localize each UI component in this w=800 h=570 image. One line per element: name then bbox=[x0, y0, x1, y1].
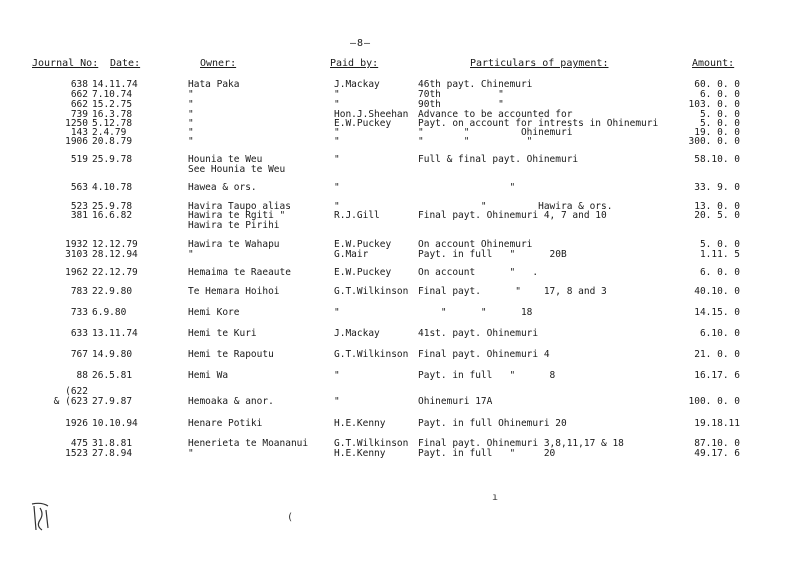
owner-cell: Henare Potiki bbox=[188, 418, 263, 429]
owner-cell: " bbox=[188, 89, 194, 100]
paid-by-cell: H.E.Kenny bbox=[334, 418, 386, 429]
amount-cell: 19. 0. 0 bbox=[694, 127, 740, 138]
particulars-cell: Advance to be accounted for bbox=[418, 109, 573, 120]
amount-cell: 1.11. 5 bbox=[699, 249, 740, 260]
owner-cell: Havira Taupo alias bbox=[188, 201, 291, 212]
journal-no-cell: (622 bbox=[65, 386, 88, 397]
date-cell: 2.4.79 bbox=[92, 127, 127, 138]
particulars-cell: Full & final payt. Ohinemuri bbox=[418, 154, 579, 165]
header-particulars: Particulars of payment: bbox=[470, 58, 609, 69]
amount-cell: 19.18.11 bbox=[694, 418, 740, 429]
journal-no-cell: 733 bbox=[70, 307, 88, 318]
owner-cell: Hawea & ors. bbox=[188, 182, 257, 193]
paid-by-cell: G.T.Wilkinson bbox=[334, 438, 409, 449]
particulars-cell: Final payt. Ohinemuri 3,8,11,17 & 18 bbox=[418, 438, 624, 449]
stray-mark: ı bbox=[492, 492, 499, 503]
paid-by-cell: G.T.Wilkinson bbox=[334, 349, 409, 360]
owner-cell: Hawira te Pirihi bbox=[188, 220, 280, 231]
paid-by-cell: " bbox=[334, 136, 340, 147]
date-cell: 26.5.81 bbox=[92, 370, 133, 381]
paid-by-cell: G.T.Wilkinson bbox=[334, 286, 409, 297]
paid-by-cell: " bbox=[334, 154, 340, 165]
particulars-cell: Payt. in full " 20B bbox=[418, 249, 567, 260]
owner-cell: Hemoaka & anor. bbox=[188, 396, 274, 407]
owner-cell: " bbox=[188, 109, 194, 120]
amount-cell: 49.17. 6 bbox=[694, 448, 740, 459]
owner-cell: " bbox=[188, 118, 194, 129]
particulars-cell: Payt. in full Ohinemuri 20 bbox=[418, 418, 567, 429]
amount-cell: 300. 0. 0 bbox=[688, 136, 740, 147]
journal-no-cell: 783 bbox=[70, 286, 88, 297]
date-cell: 25.9.78 bbox=[92, 201, 133, 212]
particulars-cell: 90th " bbox=[418, 99, 504, 110]
paid-by-cell: G.Mair bbox=[334, 249, 369, 260]
journal-no-cell: 519 bbox=[70, 154, 88, 165]
date-cell: 20.8.79 bbox=[92, 136, 133, 147]
date-cell: 16.6.82 bbox=[92, 210, 133, 221]
journal-no-cell: 1906 bbox=[65, 136, 88, 147]
journal-no-cell: 1250 bbox=[65, 118, 88, 129]
owner-cell: " bbox=[188, 249, 194, 260]
date-cell: 4.10.78 bbox=[92, 182, 133, 193]
paid-by-cell: R.J.Gill bbox=[334, 210, 380, 221]
owner-cell: Hemi Wa bbox=[188, 370, 229, 381]
header-amount: Amount: bbox=[692, 58, 735, 69]
owner-cell: Hawira te Wahapu bbox=[188, 239, 280, 250]
particulars-cell: Final payt. " 17, 8 and 3 bbox=[418, 286, 607, 297]
journal-no-cell: 523 bbox=[70, 201, 88, 212]
paid-by-cell: Hon.J.Sheehan bbox=[334, 109, 409, 120]
amount-cell: 33. 9. 0 bbox=[694, 182, 740, 193]
paid-by-cell: H.E.Kenny bbox=[334, 448, 386, 459]
date-cell: 10.10.94 bbox=[92, 418, 138, 429]
particulars-cell: Payt. in full " 8 bbox=[418, 370, 556, 381]
stray-mark: ( bbox=[287, 512, 294, 523]
amount-cell: 14.15. 0 bbox=[694, 307, 740, 318]
paid-by-cell: " bbox=[334, 307, 340, 318]
journal-no-cell: & (623 bbox=[53, 396, 88, 407]
date-cell: 25.9.78 bbox=[92, 154, 133, 165]
date-cell: 22.9.80 bbox=[92, 286, 133, 297]
owner-cell: Hemi te Rapoutu bbox=[188, 349, 274, 360]
journal-no-cell: 3103 bbox=[65, 249, 88, 260]
owner-cell: Hata Paka bbox=[188, 79, 240, 90]
amount-cell: 103. 0. 0 bbox=[688, 99, 740, 110]
journal-no-cell: 633 bbox=[70, 328, 88, 339]
paid-by-cell: " bbox=[334, 182, 340, 193]
owner-cell: Hawira te Rgiti " bbox=[188, 210, 286, 221]
paid-by-cell: " bbox=[334, 99, 340, 110]
amount-cell: 6. 0. 0 bbox=[699, 89, 740, 100]
particulars-cell: 70th " bbox=[418, 89, 504, 100]
header-date: Date: bbox=[110, 58, 141, 69]
journal-no-cell: 739 bbox=[70, 109, 88, 120]
amount-cell: 40.10. 0 bbox=[694, 286, 740, 297]
amount-cell: 87.10. 0 bbox=[694, 438, 740, 449]
date-cell: 14.9.80 bbox=[92, 349, 133, 360]
paid-by-cell: " bbox=[334, 396, 340, 407]
journal-no-cell: 1962 bbox=[65, 267, 88, 278]
journal-no-cell: 767 bbox=[70, 349, 88, 360]
date-cell: 28.12.94 bbox=[92, 249, 138, 260]
paid-by-cell: " bbox=[334, 201, 340, 212]
particulars-cell: On account " . bbox=[418, 267, 539, 278]
date-cell: 27.8.94 bbox=[92, 448, 133, 459]
header-paid-by: Paid by: bbox=[330, 58, 379, 69]
particulars-cell: Payt. in full " 20 bbox=[418, 448, 556, 459]
journal-no-cell: 88 bbox=[76, 370, 88, 381]
date-cell: 5.12.78 bbox=[92, 118, 133, 129]
amount-cell: 5. 0. 0 bbox=[699, 239, 740, 250]
owner-cell: Hemaima te Raeaute bbox=[188, 267, 291, 278]
particulars-cell: 41st. payt. Ohinemuri bbox=[418, 328, 539, 339]
date-cell: 6.9.80 bbox=[92, 307, 127, 318]
journal-no-cell: 662 bbox=[70, 99, 88, 110]
particulars-cell: " " " bbox=[418, 136, 533, 147]
journal-no-cell: 1932 bbox=[65, 239, 88, 250]
owner-cell: Hemi Kore bbox=[188, 307, 240, 318]
particulars-cell: " " Ohinemuri bbox=[418, 127, 573, 138]
date-cell: 22.12.79 bbox=[92, 267, 138, 278]
header-owner: Owner: bbox=[200, 58, 237, 69]
particulars-cell: Final payt. Ohinemuri 4, 7 and 10 bbox=[418, 210, 607, 221]
paid-by-cell: " bbox=[334, 89, 340, 100]
paid-by-cell: " bbox=[334, 370, 340, 381]
amount-cell: 5. 0. 0 bbox=[699, 109, 740, 120]
particulars-cell: 46th payt. Chinemuri bbox=[418, 79, 533, 90]
owner-cell: Henerieta te Moananui bbox=[188, 438, 309, 449]
paid-by-cell: J.Mackay bbox=[334, 328, 380, 339]
owner-cell: Hounia te Weu bbox=[188, 154, 263, 165]
particulars-cell: Ohinemuri 17A bbox=[418, 396, 493, 407]
journal-no-cell: 638 bbox=[70, 79, 88, 90]
amount-cell: 20. 5. 0 bbox=[694, 210, 740, 221]
amount-cell: 100. 0. 0 bbox=[688, 396, 740, 407]
particulars-cell: On account Ohinemuri bbox=[418, 239, 533, 250]
paid-by-cell: E.W.Puckey bbox=[334, 239, 392, 250]
particulars-cell: " bbox=[418, 182, 516, 193]
journal-no-cell: 381 bbox=[70, 210, 88, 221]
particulars-cell: " Hawira & ors. bbox=[418, 201, 613, 212]
date-cell: 14.11.74 bbox=[92, 79, 138, 90]
paid-by-cell: J.Mackay bbox=[334, 79, 380, 90]
date-cell: 12.12.79 bbox=[92, 239, 138, 250]
header-journal-no: Journal No: bbox=[32, 58, 99, 69]
date-cell: 27.9.87 bbox=[92, 396, 133, 407]
amount-cell: 13. 0. 0 bbox=[694, 201, 740, 212]
journal-no-cell: 143 bbox=[70, 127, 88, 138]
owner-cell: " bbox=[188, 448, 194, 459]
amount-cell: 5. 0. 0 bbox=[699, 118, 740, 129]
owner-cell: " bbox=[188, 99, 194, 110]
journal-no-cell: 563 bbox=[70, 182, 88, 193]
amount-cell: 16.17. 6 bbox=[694, 370, 740, 381]
journal-no-cell: 662 bbox=[70, 89, 88, 100]
paid-by-cell: E.W.Puckey bbox=[334, 118, 392, 129]
date-cell: 16.3.78 bbox=[92, 109, 133, 120]
amount-cell: 58.10. 0 bbox=[694, 154, 740, 165]
amount-cell: 60. 0. 0 bbox=[694, 79, 740, 90]
date-cell: 7.10.74 bbox=[92, 89, 133, 100]
handwritten-mark bbox=[28, 500, 54, 534]
date-cell: 15.2.75 bbox=[92, 99, 133, 110]
journal-no-cell: 1926 bbox=[65, 418, 88, 429]
particulars-cell: " " 18 bbox=[418, 307, 533, 318]
journal-no-cell: 475 bbox=[70, 438, 88, 449]
journal-no-cell: 1523 bbox=[65, 448, 88, 459]
date-cell: 31.8.81 bbox=[92, 438, 133, 449]
owner-cell: " bbox=[188, 136, 194, 147]
amount-cell: 6.10. 0 bbox=[699, 328, 740, 339]
owner-cell: Hemi te Kuri bbox=[188, 328, 257, 339]
particulars-cell: Final payt. Ohinemuri 4 bbox=[418, 349, 550, 360]
page-number: —8— bbox=[350, 38, 372, 49]
date-cell: 13.11.74 bbox=[92, 328, 138, 339]
particulars-cell: Payt. on account for intrests in Ohinemuri bbox=[418, 118, 659, 129]
paid-by-cell: " bbox=[334, 127, 340, 138]
amount-cell: 21. 0. 0 bbox=[694, 349, 740, 360]
owner-cell: " bbox=[188, 127, 194, 138]
owner-cell: Te Hemara Hoihoi bbox=[188, 286, 280, 297]
paid-by-cell: E.W.Puckey bbox=[334, 267, 392, 278]
amount-cell: 6. 0. 0 bbox=[699, 267, 740, 278]
owner-cell: See Hounia te Weu bbox=[188, 164, 286, 175]
